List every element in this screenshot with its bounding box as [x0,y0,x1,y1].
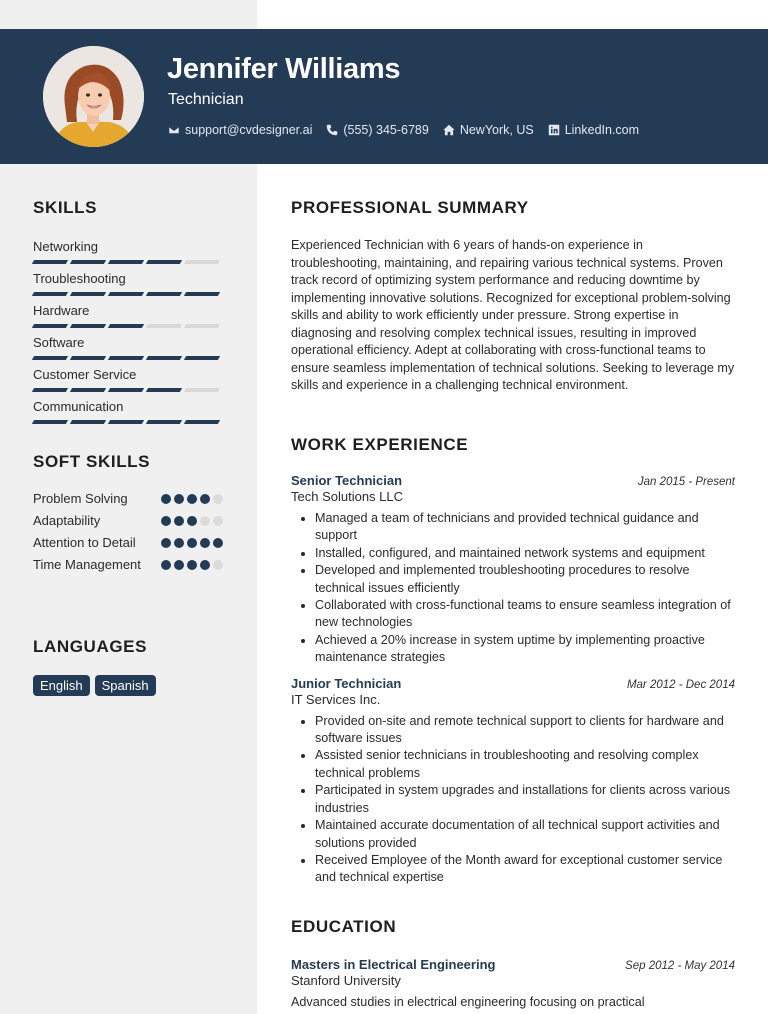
rating-dot-empty [213,560,223,570]
job-entry [291,473,735,667]
job-bullets [291,510,735,667]
job-bullet: • Achieved a 20% increase in system uptime by implementing proactive maintenance strategies [315,632,735,667]
skill-segment-filled [70,420,106,424]
soft-skill-name: Adaptability [33,513,101,528]
education-degree: Masters in Electrical Engineering [291,957,496,972]
soft-skills-heading: SOFT SKILLS [33,452,151,471]
contact-linkedin[interactable] [548,123,639,137]
contact-phone-text: (555) 345-6789 [343,123,429,137]
skill-segment-filled [108,260,144,264]
job-bullet: • Managed a team of technicians and provided technical guidance and support [315,510,735,545]
resume-header [0,29,768,164]
summary-section [291,198,735,395]
rating-dot-filled [187,560,197,570]
skill-level-bar [33,356,219,360]
skill-name: Hardware [33,303,90,318]
skill-segment-filled [70,388,106,392]
job-dates: Jan 2015 - Present [637,476,735,488]
job-dates: Mar 2012 - Dec 2014 [626,678,735,691]
skill-segment-filled [32,324,68,328]
contact-phone[interactable] [326,123,428,137]
skill-level-bar [33,292,219,296]
rating-dot-empty [213,494,223,504]
education-description: Advanced studies in electrical engineering focusing on practical [291,995,645,1009]
candidate-title: Technician [168,91,244,108]
contact-list [168,123,639,137]
summary-text: Experienced Technician with 6 years of hands-on experience in troubleshooting, maintaining, and repairing various technical systems. Proven track record of optimizing system performance and reducing downtime by implementing innovative solutions. Recognized for exceptional problem-solving skills and ability to work efficiently under pressure. Strong expertise in diagnosing and resolving complex technical issues, resulting in improved operational efficiency. Adept at collaborating with cross-functional teams to ensure seamless implementation of technical solutions. Seeking to leverage my skills and experience in a challenging technical environment. [291,238,735,392]
skill-item [33,239,223,271]
soft-skill-item [33,534,223,551]
soft-skill-name: Time Management [33,557,141,572]
skill-item [33,303,223,335]
skill-level-bar [33,388,219,392]
job-bullet: • Collaborated with cross-functional teams to ensure seamless integration of new technologies [315,597,735,632]
rating-dot-filled [200,494,210,504]
education-dates: Sep 2012 - May 2014 [625,960,735,972]
rating-dot-filled [187,494,197,504]
skill-level-bar [33,324,219,328]
skill-segment-empty [184,324,220,328]
skill-segment-filled [70,324,106,328]
job-company: IT Services Inc. [291,691,381,707]
languages-section [33,637,223,696]
skill-segment-filled [108,420,144,424]
soft-skill-name: Attention to Detail [33,535,136,550]
skill-segment-filled [108,388,144,392]
skill-segment-filled [146,420,182,424]
skill-segment-filled [70,356,106,360]
skills-heading: SKILLS [33,198,98,217]
soft-skill-rating [161,494,223,504]
skill-segment-filled [108,356,144,360]
job-bullet: • Received Employee of the Month award for exceptional customer service and technical expertise [315,852,735,887]
language-badge: Spanish [95,675,156,696]
contact-linkedin-text: LinkedIn.com [564,123,640,137]
rating-dot-filled [174,494,184,504]
job-company: Tech Solutions LLC [291,489,404,504]
education-school: Stanford University [291,973,401,988]
soft-skill-rating [161,560,223,570]
job-title: Senior Technician [291,473,403,488]
job-bullet: • Installed, configured, and maintained network systems and equipment [315,545,735,562]
skill-segment-empty [184,388,220,392]
job-bullet: • Developed and implemented troubleshooting procedures to resolve technical issues efficiently [315,562,735,597]
skill-item [33,271,223,303]
skill-name: Communication [33,399,124,414]
skill-segment-filled [32,356,68,360]
summary-heading: PROFESSIONAL SUMMARY [291,198,529,217]
skill-segment-filled [184,356,220,360]
job-title: Junior Technician [291,675,402,691]
skill-segment-filled [108,292,144,296]
home-icon [443,124,455,136]
profile-photo [43,46,144,147]
job-bullet: • Assisted senior technicians in troubleshooting and resolving complex technical problems [315,747,735,782]
contact-email-text: support@cvdesigner.ai [185,123,313,137]
languages-list [33,675,223,696]
skill-segment-filled [146,356,182,360]
language-badge: English [33,675,90,696]
job-header [291,676,735,691]
soft-skill-name: Problem Solving [33,491,128,506]
phone-icon [326,124,338,136]
candidate-name: Jennifer Williams [167,53,401,85]
skill-name: Troubleshooting [33,271,126,286]
education-header [291,957,735,972]
skill-segment-filled [108,324,144,328]
skills-list [33,239,223,431]
rating-dot-filled [174,560,184,570]
skills-section [33,198,223,431]
rating-dot-filled [187,516,197,526]
soft-skills-section [33,452,223,578]
contact-email[interactable] [168,123,312,137]
rating-dot-filled [174,538,184,548]
rating-dot-filled [161,516,171,526]
profile-photo-illustration [43,46,144,147]
experience-section [291,435,735,887]
rating-dot-filled [213,538,223,548]
skill-segment-filled [146,260,182,264]
skill-segment-filled [32,260,68,264]
soft-skills-list [33,490,223,573]
skill-name: Customer Service [33,367,137,382]
education-entry [291,957,735,1011]
languages-heading: LANGUAGES [33,637,148,656]
rating-dot-empty [213,516,223,526]
skill-segment-filled [70,260,106,264]
skill-segment-filled [32,420,68,424]
rating-dot-filled [161,494,171,504]
job-bullets [291,713,735,887]
rating-dot-filled [161,560,171,570]
skill-segment-filled [146,292,182,296]
soft-skill-rating [161,538,223,548]
skill-segment-filled [146,388,182,392]
rating-dot-filled [174,516,184,526]
soft-skill-item [33,556,223,573]
skill-item [33,367,223,399]
job-bullet: • Maintained accurate documentation of all technical support activities and solutions provided [315,817,735,852]
skill-name: Software [33,335,85,350]
skill-item [33,399,223,431]
skill-level-bar [33,260,219,264]
linkedin-icon [548,124,560,136]
rating-dot-filled [161,538,171,548]
contact-location [443,123,534,137]
education-section [291,917,735,1011]
experience-heading: WORK EXPERIENCE [291,435,469,454]
rating-dot-filled [200,538,210,548]
job-header [291,473,735,488]
job-entry [291,676,735,887]
rating-dot-filled [200,560,210,570]
job-bullet: • Participated in system upgrades and installations for clients across various industries [315,782,735,817]
skill-name: Networking [33,239,99,254]
envelope-icon [168,124,180,136]
contact-location-text: NewYork, US [459,123,534,137]
skill-segment-filled [184,420,220,424]
rating-dot-filled [187,538,197,548]
skill-segment-filled [70,292,106,296]
soft-skill-item [33,512,223,529]
soft-skill-rating [161,516,223,526]
rating-dot-empty [200,516,210,526]
skill-item [33,335,223,367]
skill-segment-filled [32,388,68,392]
education-heading: EDUCATION [291,917,397,936]
skill-segment-empty [146,324,182,328]
skill-segment-filled [184,292,220,296]
soft-skill-item [33,490,223,507]
skill-segment-filled [32,292,68,296]
skill-level-bar [33,420,219,424]
skill-segment-empty [184,260,220,264]
job-bullet: • Provided on-site and remote technical support to clients for hardware and software issues [315,713,735,748]
